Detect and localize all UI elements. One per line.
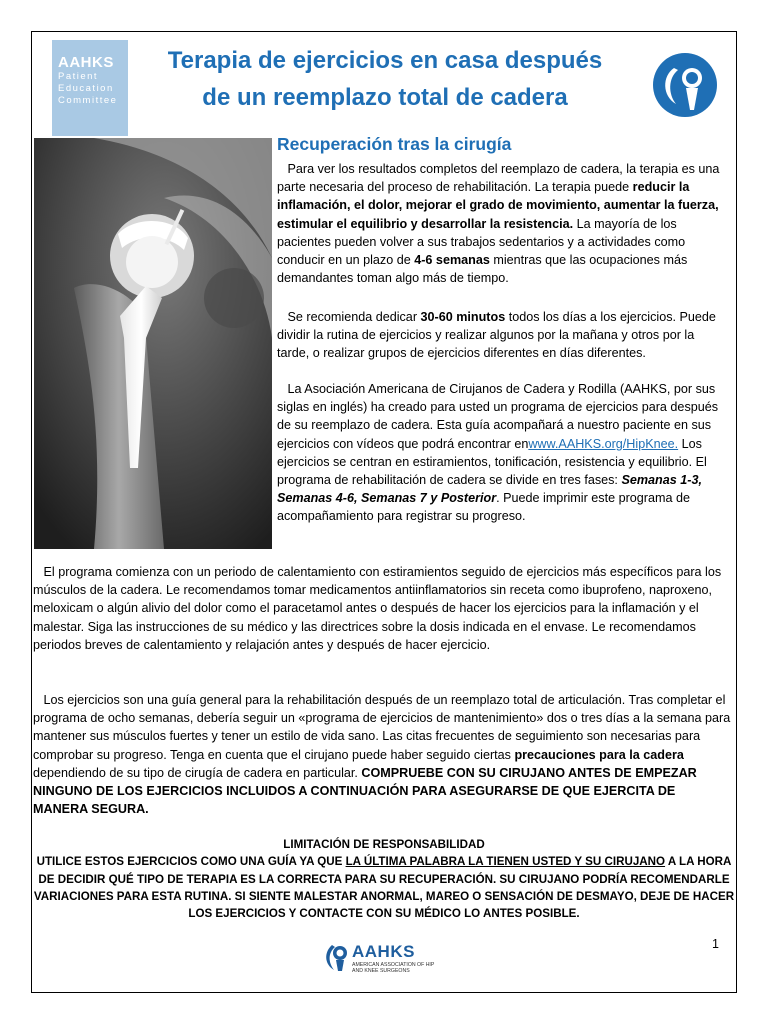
hip-replacement-xray-image — [34, 138, 272, 549]
footer-logo-subtitle: AMERICAN ASSOCIATION OF HIP AND KNEE SURGEONS — [352, 962, 435, 974]
p1-text-c: La mayoría de los pacientes pueden volver a sus trabajos sedentarios y a actividades como conducir en un plazo de — [277, 216, 686, 268]
p3-text-d: . Puede imprimir este programa de acompañamiento para registrar su progreso. — [277, 491, 690, 524]
logo-line1: Patient — [58, 71, 99, 82]
p3-text-b: Los ejercicios se centran en estiramientos, tonificación, resistencia y equilibrio. El programa de rehabilitación de cadera se divide en tres fases: — [277, 436, 707, 488]
p5-bold-precautions: precauciones para la cadera — [514, 747, 684, 762]
p2-bold-minutes: 30-60 minutos — [420, 310, 506, 324]
hip-joint-logo-icon — [652, 52, 718, 118]
paragraph-recovery-intro — [277, 160, 729, 287]
p5-bold-warning: COMPRUEBE CON SU CIRUJANO ANTES DE EMPEZAR NINGUNO DE LOS EJERCICIOS INCLUIDOS A CONTINUACIÓN PARA ASEGURARSE DE QUE EJERCITA DE MANERA SEGURA. — [33, 765, 697, 817]
disclaimer-block — [33, 836, 735, 922]
page-number: 1 — [712, 937, 719, 951]
paragraph-warmup — [33, 563, 733, 654]
document-title — [132, 42, 638, 116]
title-line2: de un reemplazo total de cadera — [202, 84, 568, 111]
disclaimer-text-a: UTILICE ESTOS EJERCICIOS COMO UNA GUÍA YA QUE — [36, 855, 346, 869]
p4-text: El programa comienza con un periodo de calentamiento con estiramientos seguido de ejercicios más específicos para los músculos de la cadera. Le recomendamos tomar medicamentos antiinflamatorios sin receta como ibuprofeno, naproxeno, meloxicam o algún alivio del dolor como el paracetamol antes o después de hacer los ejercicios para la inflamación y el malestar. Siga las instrucciones de su médico y las directrices sobre la dosis indicada en el envase. Le recomendamos periodos breves de calentamiento y relajación antes y después de hacer ejercicio. — [33, 565, 722, 652]
p3-bold-phases: Semanas 1-3, Semanas 4-6, Semanas 7 y Posterior — [277, 473, 702, 506]
paragraph-general-guide — [33, 691, 733, 818]
disclaimer-text-c: A LA HORA DE DECIDIR QUÉ TIPO DE TERAPIA ES LA CORRECTA PARA SU RECUPERACIÓN. SU CIRUJANO PODRÍA RECOMENDARLE VARIACIONES PARA ESTA RUTINA. SI SIENTE MALESTAR ANORMAL, MAREO O SENSACIÓN DE DESMAYO, DEJE DE HACER LOS EJERCICIOS Y CONTACTE CON SU MÉDICO LO ANTES POSIBLE. — [33, 855, 735, 921]
p1-text-a: Para ver los resultados completos del reemplazo de cadera, la terapia es una parte necesaria del proceso de rehabilitación. La terapia puede — [277, 162, 720, 195]
logo-line2: Education — [58, 83, 114, 94]
disclaimer-title: LIMITACIÓN DE RESPONSABILIDAD — [283, 838, 485, 851]
paragraph-daily-minutes — [277, 308, 729, 363]
footer-logo-name: AAHKS — [352, 942, 415, 961]
aahks-patient-education-logo — [52, 40, 128, 136]
title-line1: Terapia de ejercicios en casa después — [167, 47, 603, 74]
p1-bold-weeks: 4-6 semanas — [414, 253, 490, 268]
footer-hip-icon — [324, 942, 350, 972]
paragraph-aahks-program — [277, 380, 729, 526]
p2-text-c: todos los días a los ejercicios. Puede dividir la rutina de ejercicios y realizar algunos por la mañana y otros por la tarde, o realizar grupos de ejercicios diferentes en días diferentes. — [277, 310, 716, 361]
p5-text-a: Los ejercicios son una guía general para la rehabilitación después de un reemplazo total de articulación. Tras completar el programa de ocho semanas, debería seguir un «programa de ejercicios de mantenimiento» dos o tres días a la semana para mantener sus músculos fuertes y tener un estilo de vida sano. Las citas frecuentes de seguimiento son necesarias para comprobar su progreso. Tenga en cuenta que el cirujano puede haber seguido ciertas — [33, 693, 731, 762]
p1-text-e: mientras que las ocupaciones más demandantes toman algo más de tiempo. — [277, 253, 688, 286]
p2-text-a: Se recomienda dedicar — [287, 310, 421, 324]
section-heading: Recuperación tras la cirugía — [277, 134, 512, 154]
p3-text-a: La Asociación Americana de Cirujanos de Cadera y Rodilla (AAHKS, por sus siglas en inglés) ha creado para usted un programa de ejercicios para después de su reemplazo de cadera. Esta guía acompañará a nuestro paciente en sus ejercicios con vídeos que podrá encontrar en — [277, 382, 719, 451]
disclaimer-underlined: LA ÚLTIMA PALABRA LA TIENEN USTED Y SU CIRUJANO — [345, 855, 666, 869]
p1-bold-benefits: reducir la inflamación, el dolor, mejorar el grado de movimiento, aumentar la fuerza, estimular el equilibrio y desarrollar la resistencia. — [277, 180, 719, 231]
footer-aahks-logo — [322, 940, 442, 978]
aahks-hipknee-link[interactable]: www.AAHKS.org/HipKnee. — [528, 436, 679, 451]
p5-text-c: dependiendo de su tipo de cirugía de cadera en particular. — [33, 765, 362, 780]
logo-name: AAHKS — [58, 54, 114, 71]
logo-line3: Committee — [58, 95, 118, 106]
